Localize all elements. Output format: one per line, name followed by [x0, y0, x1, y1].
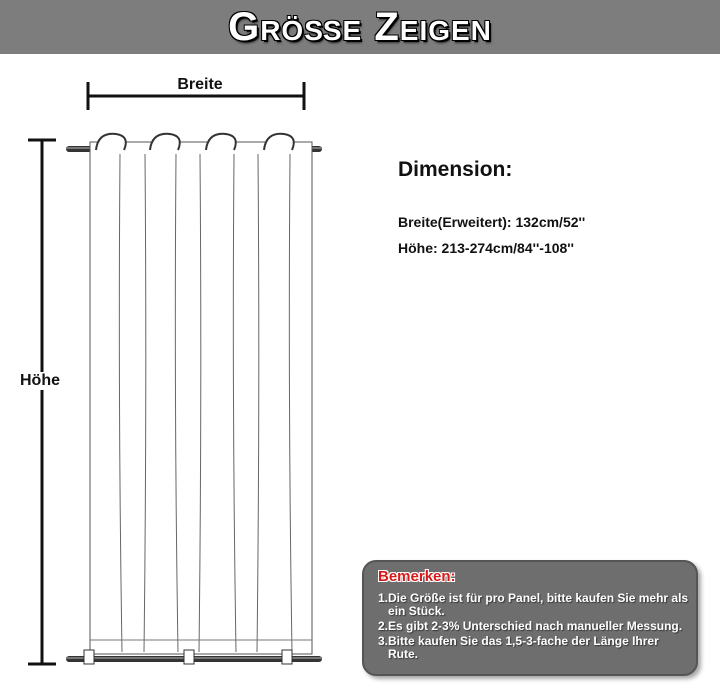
height-label: Höhe [10, 372, 70, 390]
note-item [378, 635, 690, 661]
note-number: 2. [378, 619, 389, 633]
height-dimension-line [28, 140, 56, 664]
dimension-width: Breite(Erweitert): 132cm/52'' [398, 214, 586, 230]
note-item [378, 592, 690, 618]
note-item [378, 620, 690, 633]
note-text: Die Größe ist für pro Panel, bitte kaufen Sie mehr als ein Stück. [388, 591, 689, 618]
dimension-title: Dimension: [398, 158, 513, 181]
note-number: 1. [378, 591, 389, 605]
note-text: Bitte kaufen Sie das 1,5-3-fache der Länge Ihrer Rute. [388, 634, 659, 661]
note-text: Es gibt 2-3% Unterschied nach manueller Messung. [388, 619, 683, 633]
page-title: Größe Zeigen [228, 5, 492, 49]
notes-box [362, 560, 698, 676]
curtain-panel [90, 142, 312, 654]
header-banner [0, 0, 720, 54]
dimension-height: Höhe: 213-274cm/84''-108'' [398, 240, 574, 256]
notes-list [378, 592, 690, 663]
width-label: Breite [177, 76, 223, 93]
notes-title: Bemerken: [378, 568, 456, 585]
note-number: 3. [378, 634, 389, 648]
